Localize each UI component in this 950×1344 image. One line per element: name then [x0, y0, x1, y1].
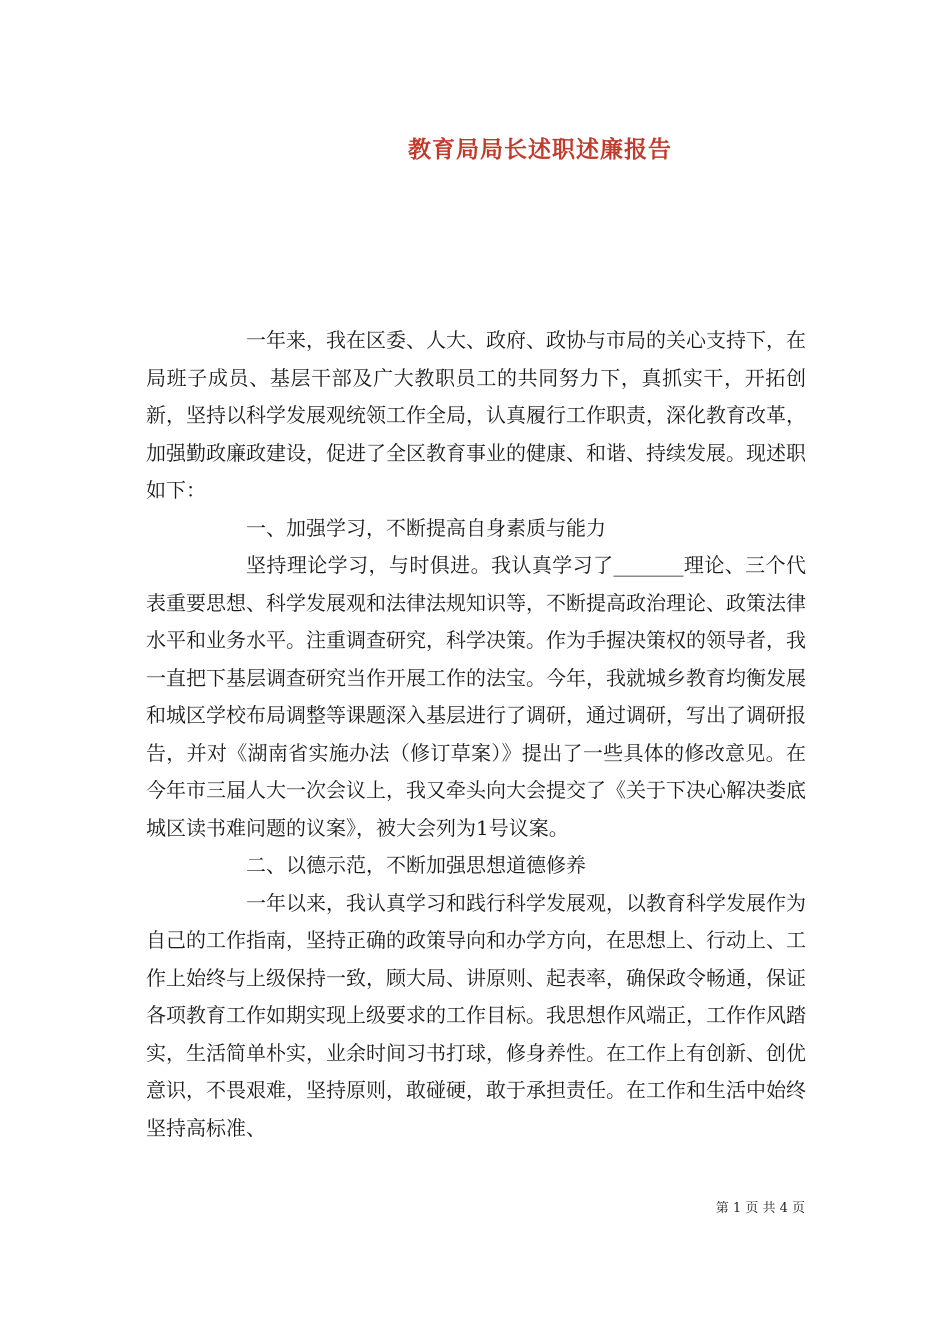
paragraph-morality: 一年以来，我认真学习和践行科学发展观，以教育科学发展作为自己的工作指南，坚持正确的政策导向和办学方向，在思想上、行动上、工作上始终与上级保持一致，顾大局、讲原则、起表率，确保政令畅通，保证各项教育工作如期实现上级要求的工作目标。我思想作风端正，工作作风踏实，生活简单朴实，业余时间习书打球，修身养性。在工作上有创新、创优意识，不畏艰难，坚持原则，敢碰硬，敢于承担责任。在工作和生活中始终坚持高标准、: [146, 890, 806, 1140]
paragraph-study: 坚持理论学习，与时俱进。我认真学习了_______理论、三个代表重要思想、科学发展观和法律法规知识等，不断提高政治理论、政策法律水平和业务水平。注重调查研究，科学决策。作为手握决策权的领导者，我一直把下基层调查研究当作开展工作的法宝。今年，我就城乡教育均衡发展和城区学校布局调整等课题深入基层进行了调研，通过调研，写出了调研报告，并对《湖南省实施办法（修订草案）》提出了一些具体的修改意见。在今年市三届人大一次会议上，我又牵头向大会提交了《关于下决心解决娄底城区读书难问题的议案》，被大会列为1号议案。: [146, 553, 806, 840]
paragraph-intro: 一年来，我在区委、人大、政府、政协与市局的关心支持下，在局班子成员、基层干部及广大教职员工的共同努力下，真抓实干，开拓创新，坚持以科学发展观统领工作全局，认真履行工作职责，深化教育改革，加强勤政廉政建设，促进了全区教育事业的健康、和谐、持续发展。现述职如下：: [146, 328, 806, 502]
page-number: 第 1 页 共 4 页: [715, 1201, 805, 1216]
document-title: 教育局局长述职述廉报告: [408, 136, 672, 163]
section-heading-1: 一、加强学习，不断提高自身素质与能力: [246, 515, 606, 540]
document-body: [146, 322, 806, 1147]
section-heading-2: 二、以德示范，不断加强思想道德修养: [246, 853, 586, 877]
